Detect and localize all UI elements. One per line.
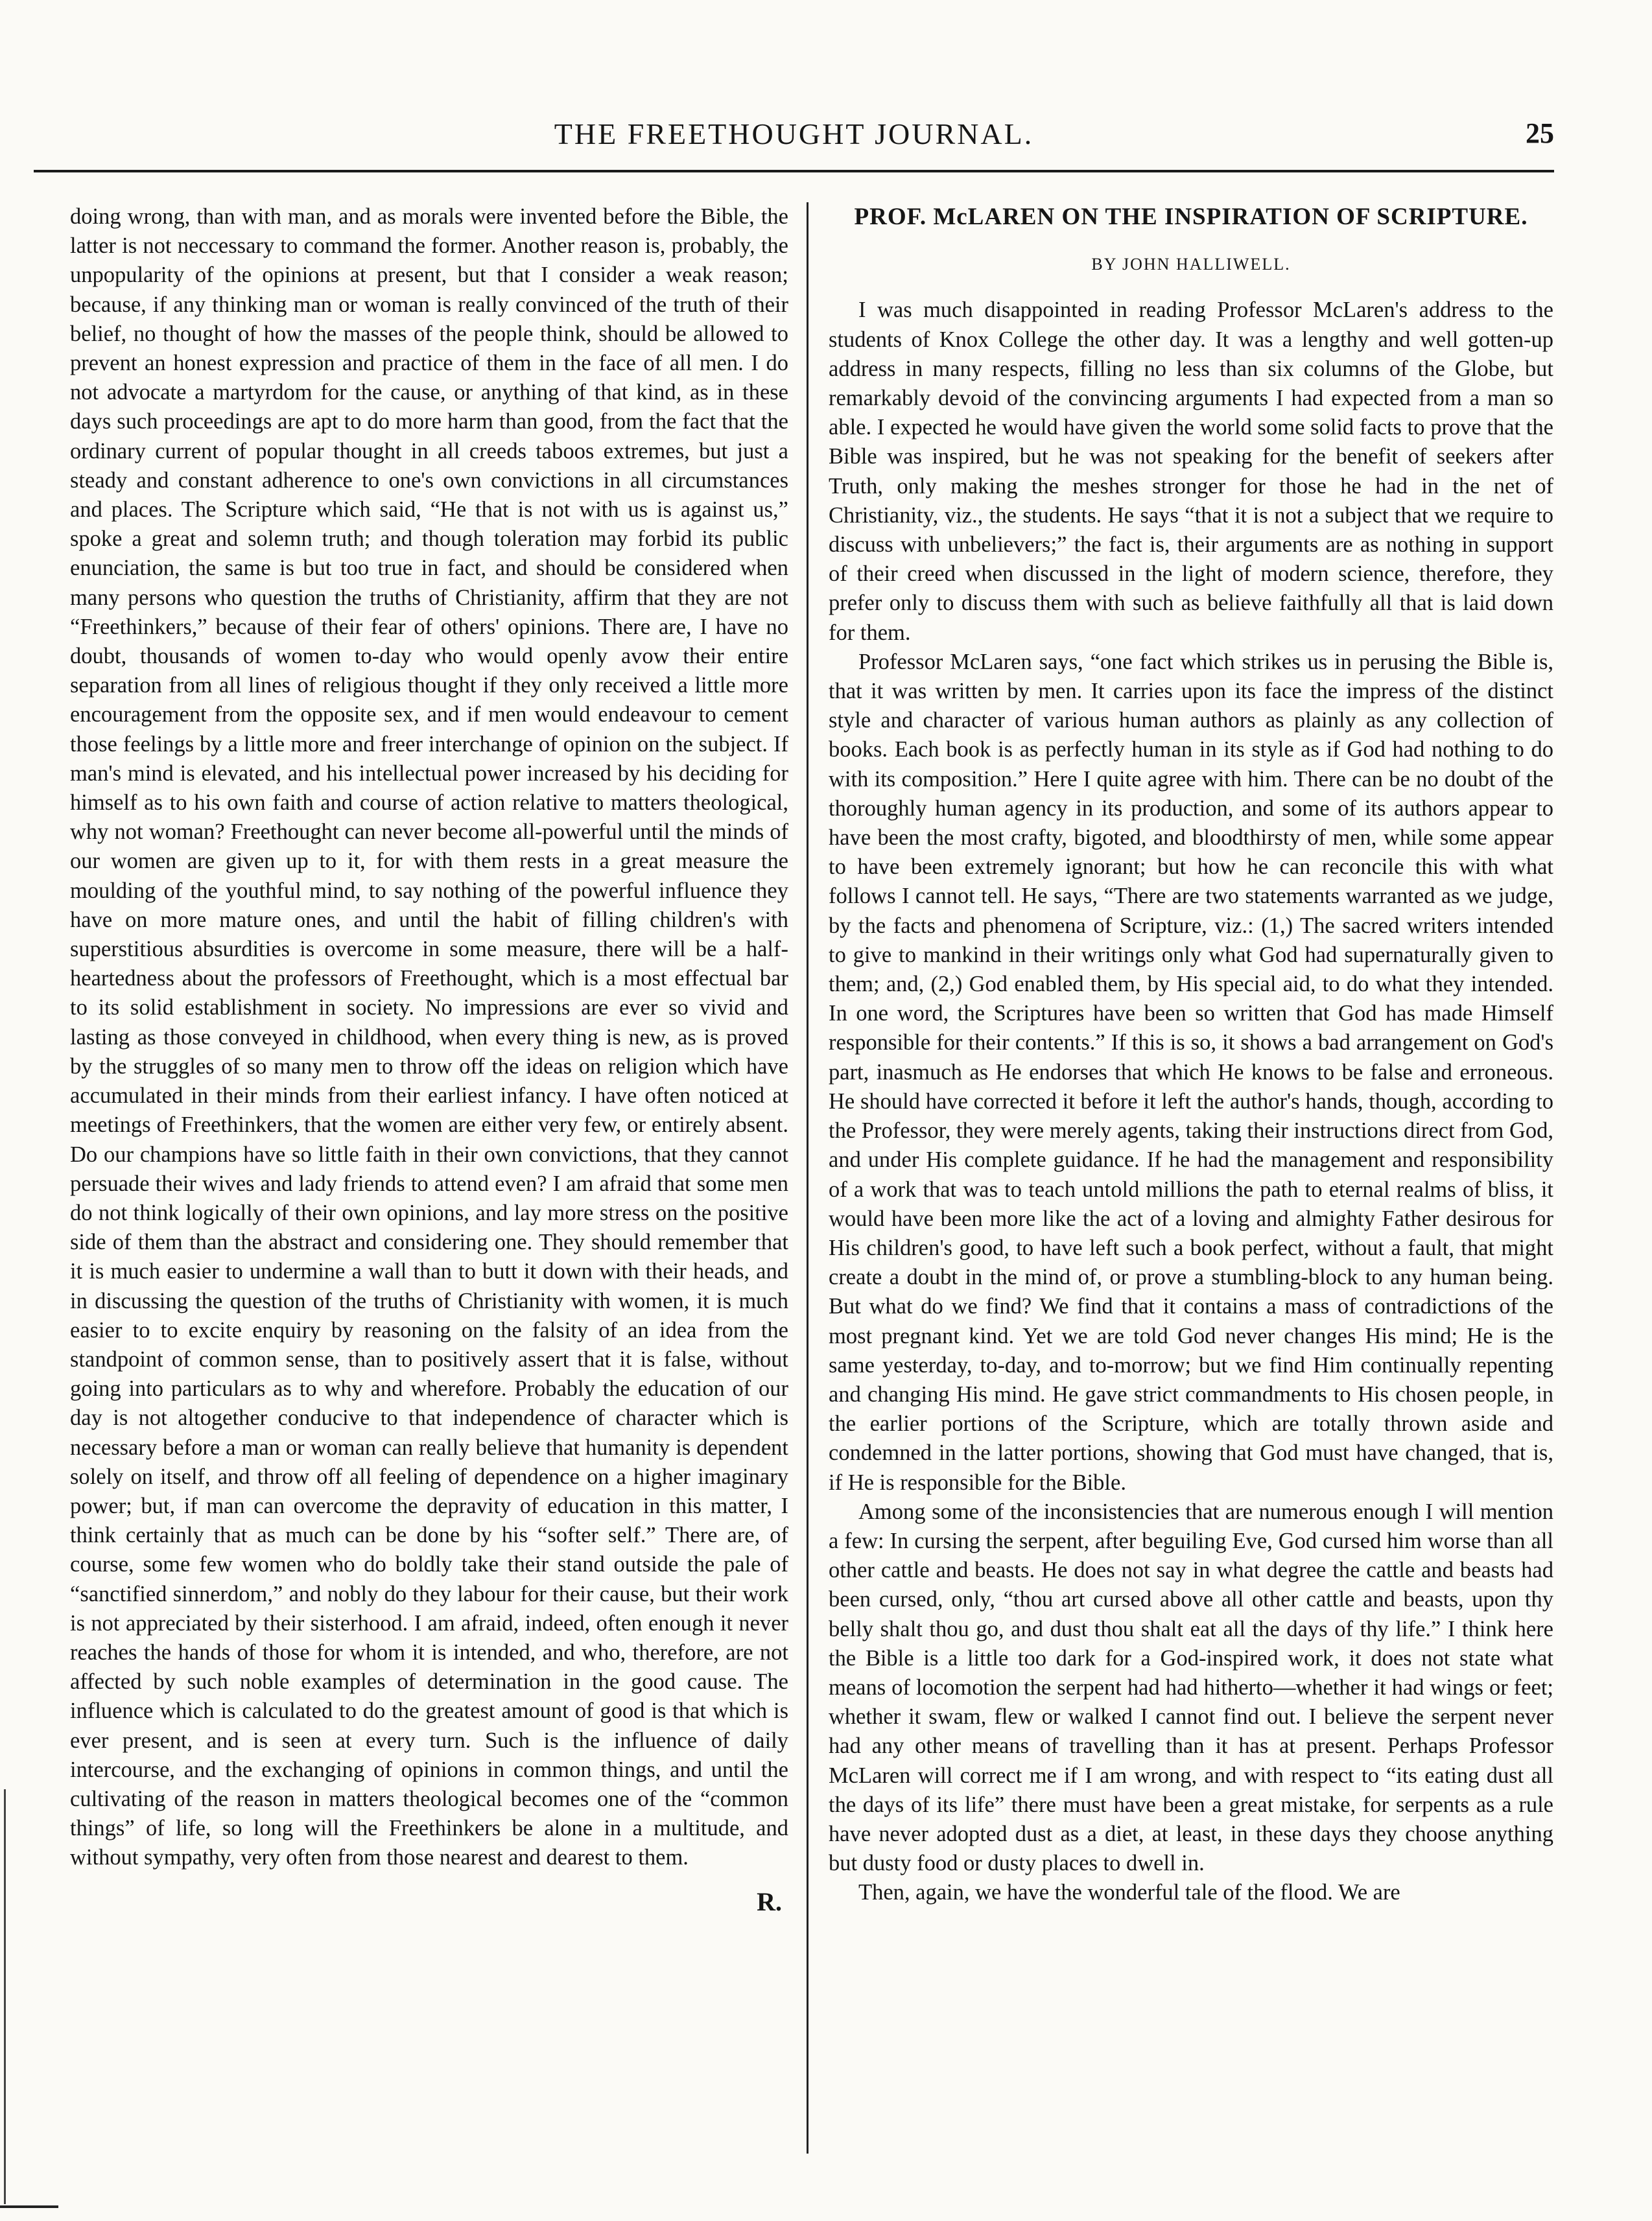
left-column bbox=[70, 202, 788, 2173]
article-paragraph: Professor McLaren says, “one fact which strikes us in perusing the Bible is, that it was written by men. It carries upon its face the impress of the distinct style and character of various human authors as plainly as any collection of books. Each book is as perfectly human in its style as if God had nothing to do with its composition.” Here I quite agree with him. There can be no doubt of the thoroughly human agency in its production, and some of its authors appear to have been the most crafty, bigoted, and bloodthirsty of men, while some appear to have been extremely ignorant; but how he can reconcile this with what follows I cannot tell. He says, “There are two statements warranted as we judge, by the facts and phenomena of Scripture, viz.: (1,) The sacred writers intended to give to mankind in their writings only what God had supernaturally given to them; and, (2,) God enabled them, by His special aid, to do what they intended. In one word, the Scriptures have been so written that God has made Himself responsible for their contents.” If this is so, it shows a bad arrangement on God's part, inasmuch as He endorses that which He knows to be false and erroneous. He should have corrected it before it left the author's hands, though, according to the Professor, they were merely agents, taking their instructions direct from God, and under His complete guidance. If he had the management and responsibility of a work that was to teach untold millions the path to eternal realms of bliss, it would have been more like the act of a loving and almighty Father desirous for His children's good, to have left such a book perfect, without a fault, that might create a doubt in the mind of, or prove a stumbling-block to any human being. But what do we find? We find that it contains a mass of contradictions of the most pregnant kind. Yet we are told God never changes His mind; He is the same yesterday, to-day, and to-morrow; but we find Him continually repenting and changing His mind. He gave strict commandments to His chosen people, in the earlier portions of the Scripture, which are totally thrown aside and condemned in the latter portions, showing that God must have changed, that is, if He is responsible for the Bible. bbox=[829, 649, 1553, 1495]
page-edge-shadow bbox=[4, 1789, 6, 2204]
article-paragraph: Among some of the inconsistencies that are numerous enough I will mention a few: In cursing the serpent, after beguiling Eve, God cursed him worse than all other cattle and beasts. He does not say in what degree the cattle and beasts had been cursed, only, “thou art cursed above all other cattle and beasts, upon thy belly shalt thou go, and dust thou shalt eat all the days of thy life.” I think here the Bible is a little too dark for a God-inspired work, it does not state what means of locomotion the serpent had had hitherto—whether it had wings or feet; whether it swam, flew or walked I cannot find out. I believe the serpent never had any other means of travelling than it has at present. Perhaps Professor McLaren will correct me if I am wrong, and with respect to “its eating dust all the days of its life” there must have been a great mistake, for serpents as a rule have never adopted dust as a diet, at least, in these days they choose anything but dusty food or dusty places to dwell in. bbox=[829, 1499, 1553, 1876]
article-byline: BY JOHN HALLIWELL. bbox=[1091, 255, 1291, 274]
article-paragraph: I was much disappointed in reading Professor McLaren's address to the students of Knox College the other day. It was a lengthy and well gotten-up address in many respects, filling no less than six columns of the Globe, but remarkably devoid of the convincing arguments I had expected from a man so able. I expected he would have given the world some solid facts to prove that the Bible was inspired, but he was not speaking for the benefit of seekers after Truth, only making the meshes stronger for those he had in the net of Christianity, viz., the students. He says “that it is not a subject that we require to discuss with unbelievers;” the fact is, their arguments are as nothing in support of their creed when discussed in the light of modern science, therefore, they prefer only to discuss them with such as believe faithfully all that is laid down for them. bbox=[829, 298, 1553, 645]
right-column bbox=[829, 202, 1553, 2173]
page-corner-mark bbox=[0, 2205, 58, 2208]
header-rule bbox=[34, 170, 1554, 172]
article-title: PROF. McLAREN ON THE INSPIRATION OF SCRIPTURE. bbox=[854, 204, 1528, 230]
left-column-text: doing wrong, than with man, and as morals were invented before the Bible, the latter is not neccessary to command the former. Another reason is, probably, the unpopularity of the opinions at present, but that I consider a weak reason; because, if any thinking man or woman is really convinced of the truth of their belief, no thought of how the masses of the people think, should be allowed to prevent an honest expression and practice of them in the face of all men. I do not advocate a martyrdom for the cause, or anything of that kind, as in these days such proceedings are apt to do more harm than good, from the fact that the ordinary current of popular thought in all creeds taboos extremes, but just a steady and constant adherence to one's own convictions in all circumstances and places. The Scripture which said, “He that is not with us is against us,” spoke a great and solemn truth; and though toleration may forbid its public enunciation, the same is but too true in fact, and should be considered when many persons who question the truths of Christianity, affirm that they are not “Freethinkers,” because of their fear of others' opinions. There are, I have no doubt, thousands of women to-day who would openly avow their entire separation from all lines of religious thought if they only received a little more encouragement from the opposite sex, and if men would endeavour to cement those feelings by a little more and freer interchange of opinion on the subject. If man's mind is elevated, and his intellectual power increased by his deciding for himself as to his own faith and course of action relative to matters theological, why not woman? Freethought can never become all-powerful until the minds of our women are given up to it, for with them rests in a great measure the moulding of the youthful mind, to say nothing of the powerful influence they have on more mature ones, and until the habit of filling children's with superstitious absurdities is overcome in some measure, there will be a half-heartedness about the professors of Freethought, which is a most effectual bar to its solid establishment in society. No impressions are ever so vivid and lasting as those conveyed in childhood, when every thing is new, as is proved by the struggles of so many men to throw off the ideas on religion which have accumulated in their minds from their earliest infancy. I have often noticed at meetings of Freethinkers, that the women are either very few, or entirely absent. Do our champions have so little faith in their own convictions, that they cannot persuade their wives and lady friends to attend even? I am afraid that some men do not think logically of their own opinions, and lay more stress on the positive side of them than the abstract and considering one. They should remember that it is much easier to undermine a wall than to butt it down with their heads, and in discussing the question of the truths of Christianity with women, it is much easier to to excite enquiry by reasoning on the falsity of an idea from the standpoint of common sense, than to positively assert that it is false, without going into particulars as to why and wherefore. Probably the education of our day is not altogether conducive to that independence of character which is necessary before a man or woman can really believe that humanity is dependent solely on itself, and throw off all feeling of dependence on a higher imaginary power; but, if man can overcome the depravity of education in this matter, I think certainly that as much can be done by his “softer self.” There are, of course, some few women who do boldly take their stand outside the pale of “sanctified sinnerdom,” and nobly do they labour for their cause, but their work is not appreciated by their sisterhood. I am afraid, indeed, often enough it never reaches the hands of those for whom it is intended, and who, therefore, are not affected by such noble examples of determination in the good cause. The influence which is calculated to do the greatest amount of good is that which is ever present, and is seen at every turn. Such is the influence of daily intercourse, and the exchanging of opinions in common things, and until the cultivating of the reason in matters theological becomes one of the “common things” of life, so long will the Freethinkers be alone in a multitude, and without sympathy, very often from those nearest and dearest to them. bbox=[70, 204, 788, 1870]
running-header bbox=[34, 117, 1554, 162]
journal-title: THE FREETHOUGHT JOURNAL. bbox=[554, 117, 1034, 150]
article-paragraph: Then, again, we have the wonderful tale of the flood. We are bbox=[858, 1880, 1400, 1905]
signature: R. bbox=[757, 1886, 782, 1916]
column-divider bbox=[807, 202, 808, 2154]
page-number: 25 bbox=[1526, 117, 1554, 149]
